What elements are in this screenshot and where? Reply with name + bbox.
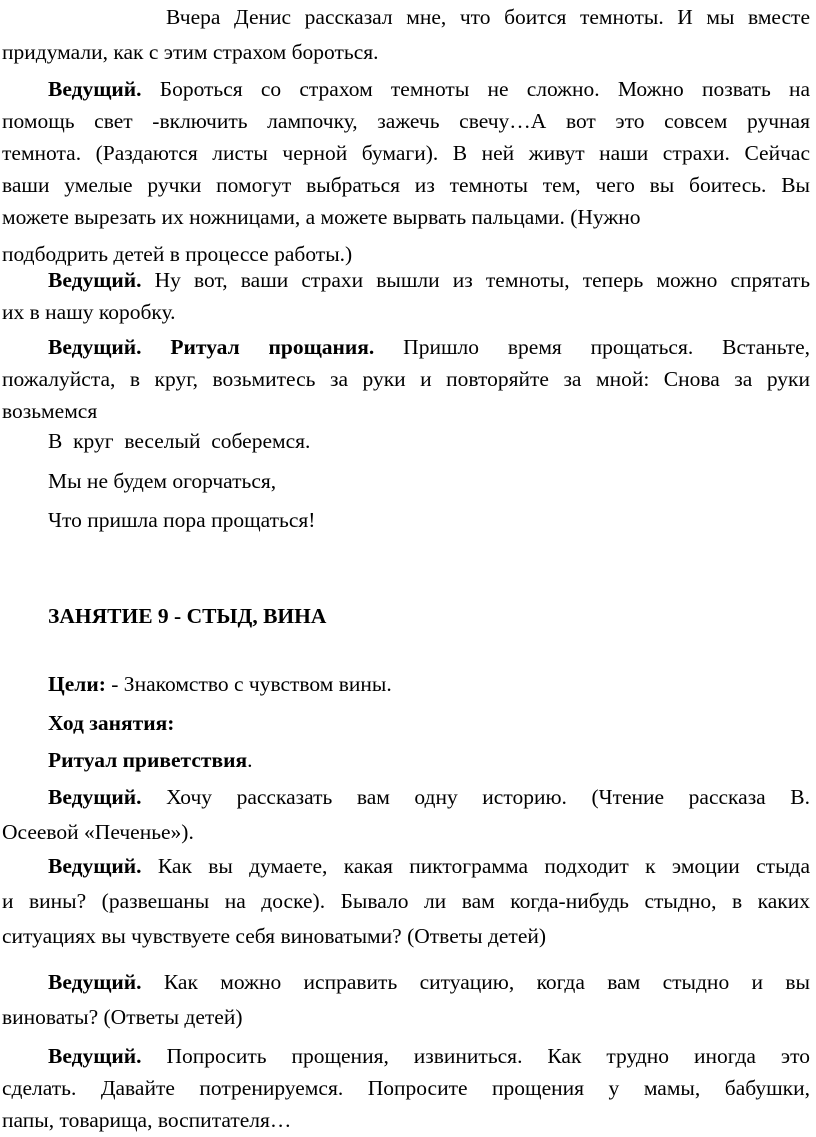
text-line: сделать. Давайте потренируемся. Попросите прощения у мамы, бабушки, [2, 1076, 810, 1100]
speaker-label: Ведущий. [48, 1044, 142, 1068]
paragraph-apologize [0, 1040, 816, 1136]
text-line: можете вырезать их ножницами, а можете вырвать пальцами. (Нужно [2, 205, 641, 229]
text-line: папы, товарища, воспитателя… [2, 1108, 292, 1132]
text-line: придумали, как с этим страхом бороться. [2, 40, 379, 64]
text-run: Бороться со страхом темноты не сложно. Можно позвать на [141, 77, 810, 101]
ritual-dot: . [247, 748, 253, 772]
text-line: их в нашу коробку. [2, 300, 176, 324]
text-line: помощь свет -включить лампочку, зажечь свечу…А вот это совсем ручная [2, 109, 810, 133]
speaker-label: Ведущий. [48, 77, 142, 101]
ritual-line [48, 744, 252, 776]
speaker-label: Ведущий. [48, 854, 142, 878]
verse-line: Что пришла пора прощаться! [48, 508, 316, 532]
ritual-label: Ритуал приветствия [48, 748, 248, 772]
text-run: Как можно исправить ситуацию, когда вам стыдно и вы [141, 970, 810, 994]
text-line [0, 73, 816, 105]
text-line: пожалуйста, в круг, возьмитесь за руки и повторяйте за мной: Снова за руки [2, 367, 810, 391]
text-line [0, 331, 816, 363]
verse-line: В круг веселый соберемся. [48, 429, 311, 453]
text-run: Хочу рассказать вам одну историю. (Чтение рассказа В. [141, 785, 810, 809]
speaker-label: Ведущий. [48, 785, 142, 809]
goals-label: Цели: [48, 672, 106, 696]
text-line: ситуациях вы чувствуете себя виноватыми? (Ответы детей) [2, 924, 547, 948]
text-line: и вины? (развешаны на доске). Бывало ли вам когда-нибудь стыдно, в каких [2, 889, 810, 913]
text-line [0, 850, 816, 882]
text-line [0, 781, 816, 813]
goals-line [48, 668, 392, 700]
text-line [0, 264, 816, 296]
paragraph-intro [0, 1, 816, 68]
text-line [0, 966, 816, 998]
text-line: виноваты? (Ответы детей) [2, 1005, 243, 1029]
speaker-label: Ведущий. [48, 970, 142, 994]
text-run: Как вы думаете, какая пиктограмма подходит к эмоции стыда [141, 854, 810, 878]
text-line: Вчера Денис рассказал мне, что боится темноты. И мы вместе [166, 5, 810, 29]
text-line: возьмемся [2, 399, 98, 423]
text-run: Ну вот, ваши страхи вышли из темноты, теперь можно спрятать [141, 268, 810, 292]
section-heading: ЗАНЯТИЕ 9 - СТЫД, ВИНА [48, 604, 327, 628]
text-line: Осеевой «Печенье»). [2, 820, 194, 844]
goals-text: - Знакомство с чувством вины. [105, 672, 392, 696]
text-line: темнота. (Раздаются листы черной бумаги). В ней живут наши страхи. Сейчас [2, 141, 810, 165]
paragraph-pictogram [0, 850, 816, 952]
paragraph-story [0, 781, 816, 848]
paragraph-presenter-1 [0, 73, 816, 270]
text-run: Попросить прощения, извиниться. Как трудно иногда это [141, 1044, 810, 1068]
paragraph-fix-situation [0, 966, 816, 1033]
verse-line: Мы не будем огорчаться, [48, 469, 277, 493]
paragraph-farewell-ritual [0, 331, 816, 427]
paragraph-presenter-2 [0, 264, 816, 328]
text-line [0, 1040, 816, 1072]
text-line: подбодрить детей в процессе работы.) [2, 242, 353, 266]
text-run: Пришло время прощаться. Встаньте, [374, 335, 810, 359]
speaker-label: Ведущий. Ритуал прощания. [48, 335, 375, 359]
course-heading: Ход занятия: [48, 711, 175, 735]
speaker-label: Ведущий. [48, 268, 142, 292]
text-line: ваши умелые ручки помогут выбраться из темноты тем, чего вы боитесь. Вы [2, 173, 810, 197]
